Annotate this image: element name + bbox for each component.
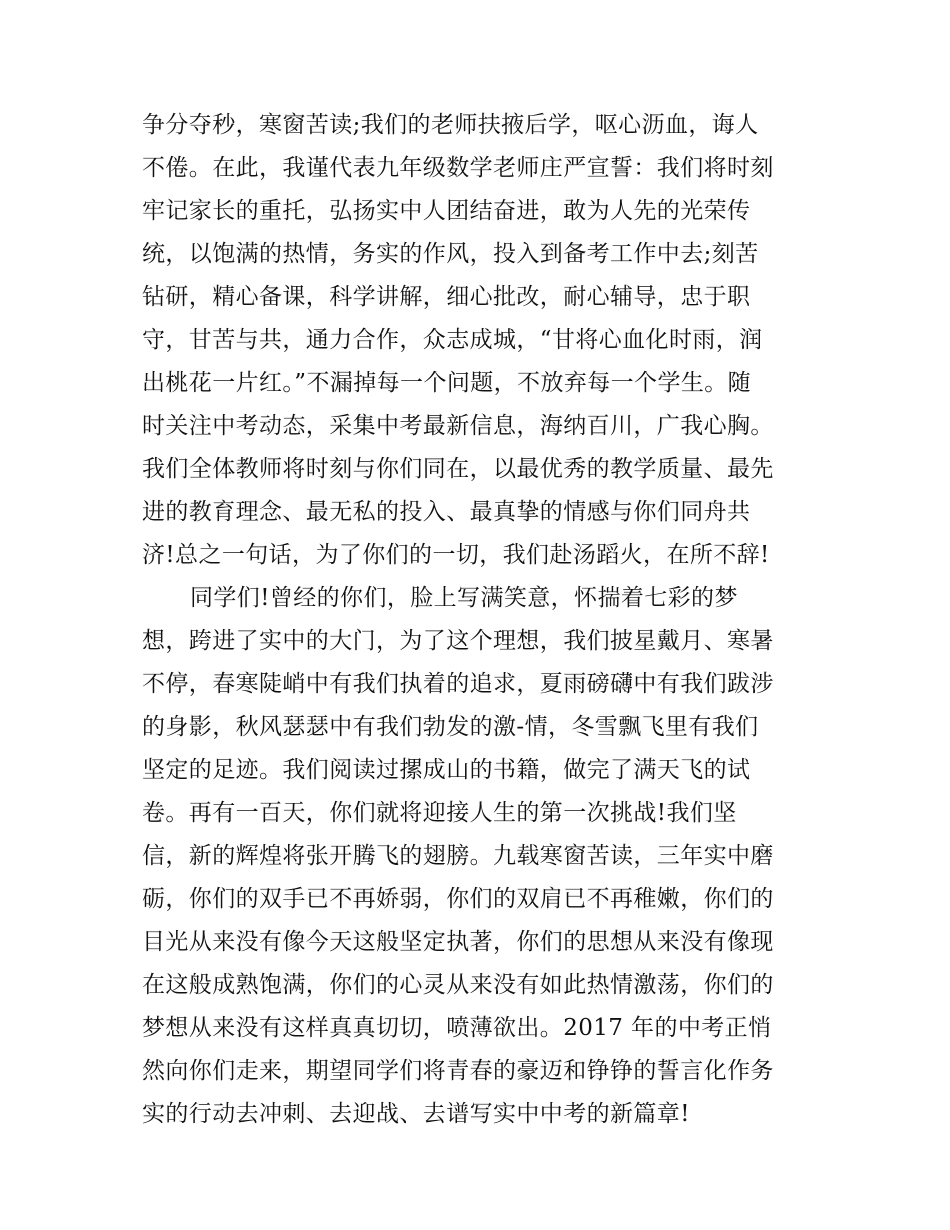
text-line: 济!总之一句话，为了你们的一切，我们赴汤蹈火，在所不辞! (142, 542, 770, 568)
text-line: 卷。再有一百天，你们就将迎接人生的第一次挑战!我们坚 (142, 800, 737, 826)
text-line: 出桃花一片红。”不漏掉每一个问题，不放弃每一个学生。随 (142, 370, 752, 396)
text-line: 信，新的辉煌将张开腾飞的翅膀。九载寒窗苦读，三年实中磨 (142, 843, 774, 869)
text-line: 的身影，秋风瑟瑟中有我们勃发的激-情，冬雪飘飞里有我们 (142, 714, 759, 740)
text-line: 然向你们走来，期望同学们将青春的豪迈和铮铮的誓言化作务 (142, 1058, 774, 1084)
text-line: 目光从来没有像今天这般坚定执著，你们的思想从来没有像现 (142, 929, 774, 955)
text-line: 我们全体教师将时刻与你们同在，以最优秀的教学质量、最先 (142, 456, 774, 482)
text-line: 想，跨进了实中的大门，为了这个理想，我们披星戴月、寒暑 (142, 628, 774, 654)
text-line: 不停，春寒陡峭中有我们执着的追求，夏雨磅礴中有我们跋涉 (142, 671, 774, 697)
paragraph-2 (142, 577, 822, 1136)
text-line: 在这般成熟饱满，你们的心灵从来没有如此热情激荡，你们的 (142, 972, 774, 998)
text-line: 时关注中考动态，采集中考最新信息，海纳百川，广我心胸。 (142, 413, 774, 439)
document-body (142, 104, 822, 1136)
text-line-first: 同学们!曾经的你们，脸上写满笑意，怀揣着七彩的梦 (190, 585, 738, 611)
text-line: 坚定的足迹。我们阅读过摞成山的书籍，做完了满天飞的试 (142, 757, 751, 783)
paragraph-1 (142, 104, 822, 577)
text-line: 不倦。在此，我谨代表九年级数学老师庄严宣誓：我们将时刻 (142, 155, 774, 181)
text-line: 牢记家长的重托，弘扬实中人团结奋进，敢为人先的光荣传 (142, 198, 751, 224)
text-line: 进的教育理念、最无私的投入、最真挚的情感与你们同舟共 (142, 499, 751, 525)
text-line: 砺，你们的双手已不再娇弱，你们的双肩已不再稚嫩，你们的 (142, 886, 774, 912)
text-line: 统，以饱满的热情，务实的作风，投入到备考工作中去;刻苦 (142, 241, 759, 267)
text-line: 钻研，精心备课，科学讲解，细心批改，耐心辅导，忠于职 (142, 284, 751, 310)
text-line: 实的行动去冲刺、去迎战、去谱写实中中考的新篇章! (142, 1101, 690, 1127)
text-line: 守，甘苦与共，通力合作，众志成城，“甘将心血化时雨，润 (142, 327, 763, 353)
text-line: 梦想从来没有这样真真切切，喷薄欲出。2017 年的中考正悄 (142, 1015, 772, 1041)
text-line: 争分夺秒，寒窗苦读;我们的老师扶掖后学，呕心沥血，诲人 (142, 112, 759, 138)
